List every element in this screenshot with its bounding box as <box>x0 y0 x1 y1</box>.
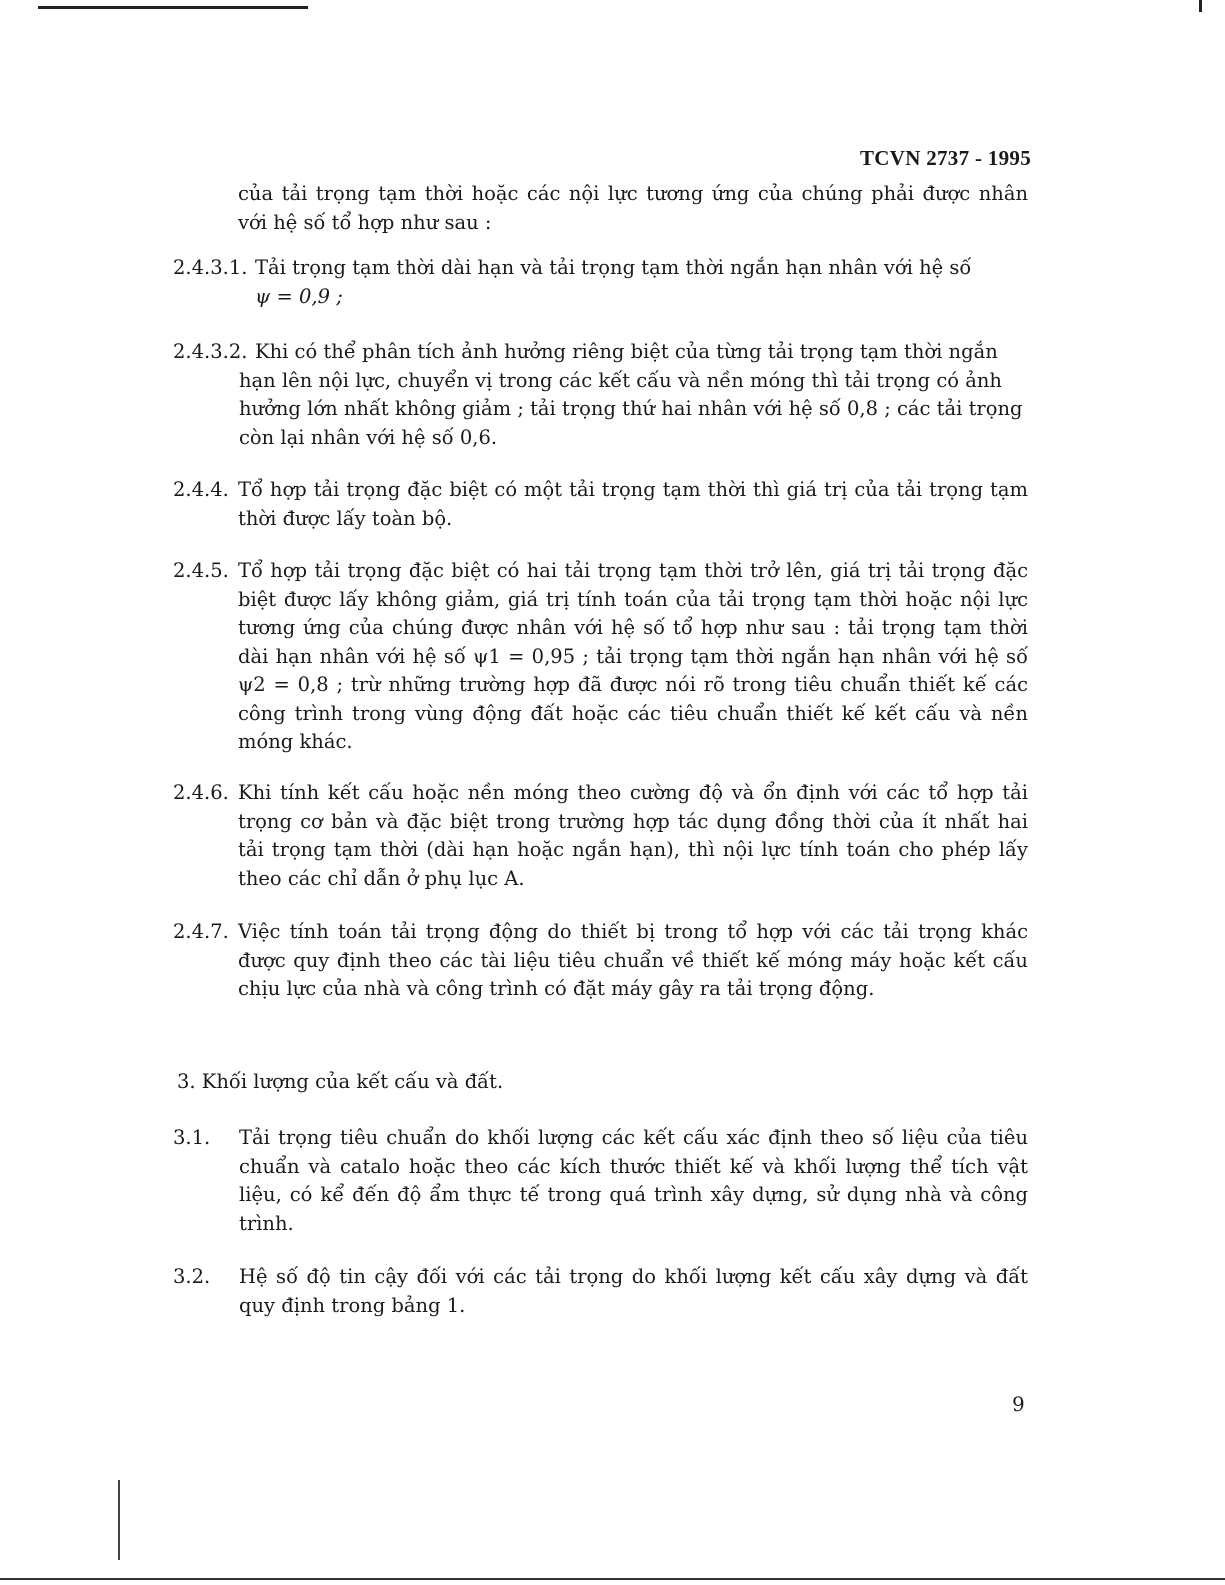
clause-text: Việc tính toán tải trọng động do thiết bị trong tổ hợp với các tải trọng khác được quy định theo các tài liệu tiêu chuẩn về thiết kế móng máy hoặc kết cấu chịu lực của nhà và công trình có đặt máy gây ra tải trọng động. <box>238 920 1028 1000</box>
section-heading: 3. Khối lượng của kết cấu và đất. <box>177 1070 504 1093</box>
clause-formula: ψ = 0,9 ; <box>255 284 343 308</box>
standard-header: TCVN 2737 - 1995 <box>859 146 1031 170</box>
clause-2-4-5 <box>173 557 1028 757</box>
clause-text: Tải trọng tạm thời dài hạn và tải trọng tạm thời ngắn hạn nhân với hệ số <box>255 256 972 279</box>
clause-2-4-4 <box>173 476 1028 533</box>
page-number: 9 <box>1012 1392 1025 1416</box>
clause-number: 3.1. <box>173 1126 211 1149</box>
clause-2-4-6 <box>173 779 1028 893</box>
clause-2-4-3-2 <box>173 338 1028 452</box>
scan-artifact-bottom <box>0 1578 1225 1580</box>
clause-text: Hệ số độ tin cậy đối với các tải trọng do khối lượng kết cấu xây dựng và đất quy định trong bảng 1. <box>239 1265 1028 1317</box>
scan-artifact-right <box>1199 0 1202 12</box>
clause-text: Khi có thể phân tích ảnh hưởng riêng biệt của từng tải trọng tạm thời ngắn hạn lên nội lực, chuyển vị trong các kết cấu và nền móng thì tải trọng có ảnh hưởng lớn nhất không giảm ; tải trọng thứ hai nhân với hệ số 0,8 ; các tải trọng còn lại nhân với hệ số 0,6. <box>239 340 1023 449</box>
clause-number: 2.4.4. <box>173 478 229 501</box>
clause-3-2 <box>173 1263 1028 1320</box>
clause-number: 2.4.3.2. <box>173 340 248 363</box>
clause-2-4-3-1 <box>173 254 1028 311</box>
clause-number: 3.2. <box>173 1265 211 1288</box>
scan-artifact-left <box>118 1480 120 1560</box>
clause-number: 2.4.3.1. <box>173 256 248 279</box>
clause-number: 2.4.6. <box>173 781 229 804</box>
clause-text: Tổ hợp tải trọng đặc biệt có một tải trọng tạm thời thì giá trị của tải trọng tạm thời được lấy toàn bộ. <box>238 478 1028 530</box>
scan-artifact-top <box>38 6 308 9</box>
clause-2-4-7 <box>173 918 1028 1004</box>
clause-number: 2.4.7. <box>173 920 229 943</box>
clause-number: 2.4.5. <box>173 559 229 582</box>
clause-text: Khi tính kết cấu hoặc nền móng theo cường độ và ổn định với các tổ hợp tải trọng cơ bản và đặc biệt trong trường hợp tác dụng đồng thời của ít nhất hai tải trọng tạm thời (dài hạn hoặc ngắn hạn), thì nội lực tính toán cho phép lấy theo các chỉ dẫn ở phụ lục A. <box>238 781 1028 890</box>
clause-text: Tải trọng tiêu chuẩn do khối lượng các kết cấu xác định theo số liệu của tiêu chuẩn và catalo hoặc theo các kích thước thiết kế và khối lượng thể tích vật liệu, có kể đến độ ẩm thực tế trong quá trình xây dựng, sử dụng nhà và công trình. <box>239 1126 1028 1235</box>
clause-text: Tổ hợp tải trọng đặc biệt có hai tải trọng tạm thời trở lên, giá trị tải trọng đặc biệt được lấy không giảm, giá trị tính toán của tải trọng tạm thời hoặc nội lực tương ứng của chúng được nhân với hệ số tổ hợp như sau : tải trọng tạm thời dài hạn nhân với hệ số ψ1 = 0,95 ; tải trọng tạm thời ngắn hạn nhân với hệ số ψ2 = 0,8 ; trừ những trường hợp đã được nói rõ trong tiêu chuẩn thiết kế các công trình trong vùng động đất hoặc các tiêu chuẩn thiết kế kết cấu và nền móng khác. <box>238 559 1028 753</box>
clause-3-1 <box>173 1124 1028 1238</box>
intro-paragraph <box>238 180 1028 237</box>
intro-text: của tải trọng tạm thời hoặc các nội lực tương ứng của chúng phải được nhân với hệ số tổ hợp như sau : <box>238 182 1028 234</box>
